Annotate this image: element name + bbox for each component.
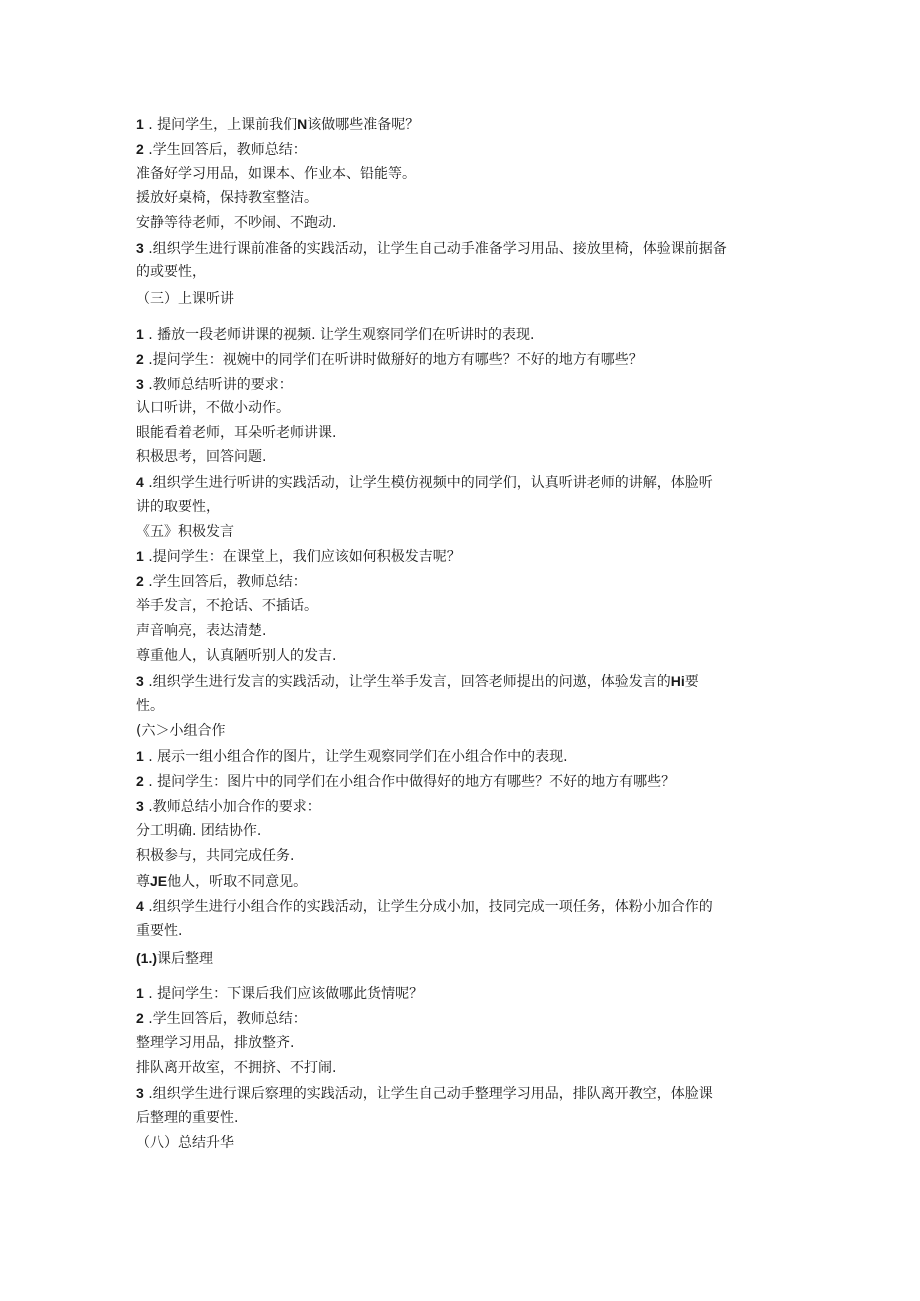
line-text-tail: 该做哪些准备呢？ [307, 117, 420, 133]
section-heading [136, 522, 234, 542]
text-line [136, 213, 336, 233]
line-text: . 播放一段老师讲课的视频. 让学生观察同学们在听讲时的表现. [143, 327, 535, 343]
text-line [136, 1108, 238, 1128]
line-text: 的或要性， [136, 264, 206, 280]
text-line [136, 646, 336, 666]
bold-fragment: N [297, 116, 308, 132]
text-line [136, 262, 206, 282]
text-line [136, 621, 266, 641]
line-text: .提问学生：在课堂上，我们应该如何积极发吉呢？ [143, 549, 461, 565]
line-text: .教师总结小加合作的要求： [143, 799, 321, 815]
text-line [136, 596, 318, 616]
item-number: 3 [136, 798, 144, 814]
text-line [136, 423, 336, 443]
item-number: 4 [136, 474, 144, 490]
item-number: 2 [136, 1010, 144, 1026]
bold-fragment: JE [150, 873, 168, 889]
text-line [136, 1083, 713, 1103]
item-number: 3 [136, 1085, 144, 1101]
text-line [136, 472, 713, 492]
text-line [136, 796, 321, 816]
text-line [136, 497, 220, 517]
text-line [136, 846, 294, 866]
text-line [136, 188, 318, 208]
text-line [136, 771, 675, 791]
section-heading [136, 948, 213, 968]
text-line [136, 114, 419, 134]
line-text: 援放好桌椅，保持教室整洁。 [136, 190, 318, 206]
line-text: 排队离开故室，不拥挤、不打闹. [136, 1060, 337, 1076]
item-number: 2 [136, 351, 144, 367]
line-text: .组织学生进行发言的实践活动，让学生举手发言，回答老师提出的问遨，体验发言的 [143, 674, 671, 690]
line-text: 认口听讲，不做小动作。 [136, 400, 290, 416]
line-text: .学生回答后，教师总结： [143, 1011, 307, 1027]
text-line [136, 1033, 294, 1053]
line-text: 眼能看着老师，耳朵听老师讲课. [136, 425, 337, 441]
bold-fragment: Hi [670, 673, 685, 689]
section-heading [136, 721, 225, 741]
text-line [136, 671, 699, 691]
text-line [136, 1008, 307, 1028]
text-line [136, 374, 293, 394]
text-line [136, 821, 261, 841]
line-text: 后整理的重要性. [136, 1110, 239, 1126]
line-text: .组织学生进行听讲的实践活动，让学生模仿视频中的同学们，认真听讲老师的讲解，体脸听 [143, 475, 713, 491]
item-number: 1 [136, 548, 144, 564]
text-line [136, 1058, 336, 1078]
text-line [136, 983, 423, 1003]
line-text: （三）上课听讲 [136, 291, 234, 307]
line-text: （八）总结升华 [136, 1135, 234, 1151]
item-number: 1 [136, 116, 144, 132]
line-text: .组织学生进行小组合作的实践活动，让学生分成小加，技同完成一项任务，体粉小加合作的 [143, 899, 713, 915]
line-text: 尊 [136, 874, 150, 890]
line-text: 《五》积极发言 [136, 524, 234, 540]
line-text: 声音响亮，表达清楚. [136, 623, 267, 639]
line-text: . 展示一组小组合作的图片，让学生观察同学们在小组合作中的表现. [143, 749, 568, 765]
line-text: 讲的取要性， [136, 499, 220, 515]
line-text: .提问学生：视婉中的同学们在听讲时做掰好的地方有哪些？不好的地方有哪些？ [143, 352, 643, 368]
line-text: 准备好学习用品，如课本、作业本、铅能等。 [136, 166, 416, 182]
line-text-tail: 要 [684, 674, 699, 690]
text-line [136, 324, 535, 344]
item-number: 1 [136, 985, 144, 1001]
line-text: 课后整理 [157, 951, 213, 967]
line-text: 尊重他人，认真陋听别人的发吉. [136, 648, 337, 664]
line-text: . 提问学生：图片中的同学们在小组合作中做得好的地方有哪些？不好的地方有哪些？ [143, 774, 676, 790]
line-text: . 提问学生，上课前我们 [143, 117, 298, 133]
section-heading [136, 1133, 234, 1153]
line-text: 安静等待老师，不吵闹、不跑动. [136, 215, 337, 231]
line-text: .学生回答后，教师总结： [143, 574, 307, 590]
line-text: 举手发言，不抢话、不插话。 [136, 598, 318, 614]
item-number: 2 [136, 141, 144, 157]
line-text: .组织学生进行课前准备的实践活动，让学生自己动手准备学习用品、接放里椅，体验课前据备 [143, 241, 727, 257]
item-number: (1.) [136, 950, 157, 966]
line-text: . 提问学生：下课后我们应该做哪此货情呢？ [143, 986, 424, 1002]
line-text: .教师总结听讲的要求： [143, 377, 293, 393]
text-line [136, 164, 416, 184]
line-text: 积极参与，共同完成任务. [136, 848, 295, 864]
line-text: 重要性. [136, 923, 183, 939]
item-number: 2 [136, 773, 144, 789]
text-line [136, 546, 461, 566]
line-text-tail: 他人，听取不同意见。 [167, 874, 308, 890]
line-text: 分工明确. 团结协作. [136, 823, 262, 839]
text-line [136, 398, 290, 418]
text-line [136, 238, 727, 258]
line-text: .组织学生进行课后察理的实践活动，让学生自己动手整理学习用品，排队离开教空，体脸课 [143, 1086, 713, 1102]
text-line [136, 746, 568, 766]
text-line [136, 349, 643, 369]
item-number: 2 [136, 573, 144, 589]
line-text: .学生回答后，教师总结： [143, 142, 307, 158]
item-number: 4 [136, 898, 144, 914]
item-number: 1 [136, 748, 144, 764]
text-line [136, 696, 164, 716]
section-heading [136, 289, 234, 309]
item-number: 3 [136, 376, 144, 392]
text-line [136, 139, 307, 159]
item-number: 3 [136, 240, 144, 256]
item-number: 1 [136, 326, 144, 342]
text-line [136, 896, 713, 916]
line-text: 整理学习用品，排放整齐. [136, 1035, 295, 1051]
text-line [136, 921, 182, 941]
line-text: (六＞小组合作 [136, 723, 226, 739]
line-text: 积极思考，回答问题. [136, 449, 267, 465]
text-line [136, 571, 307, 591]
text-line [136, 447, 266, 467]
item-number: 3 [136, 673, 144, 689]
line-text: 性。 [136, 698, 164, 714]
text-line [136, 871, 307, 891]
